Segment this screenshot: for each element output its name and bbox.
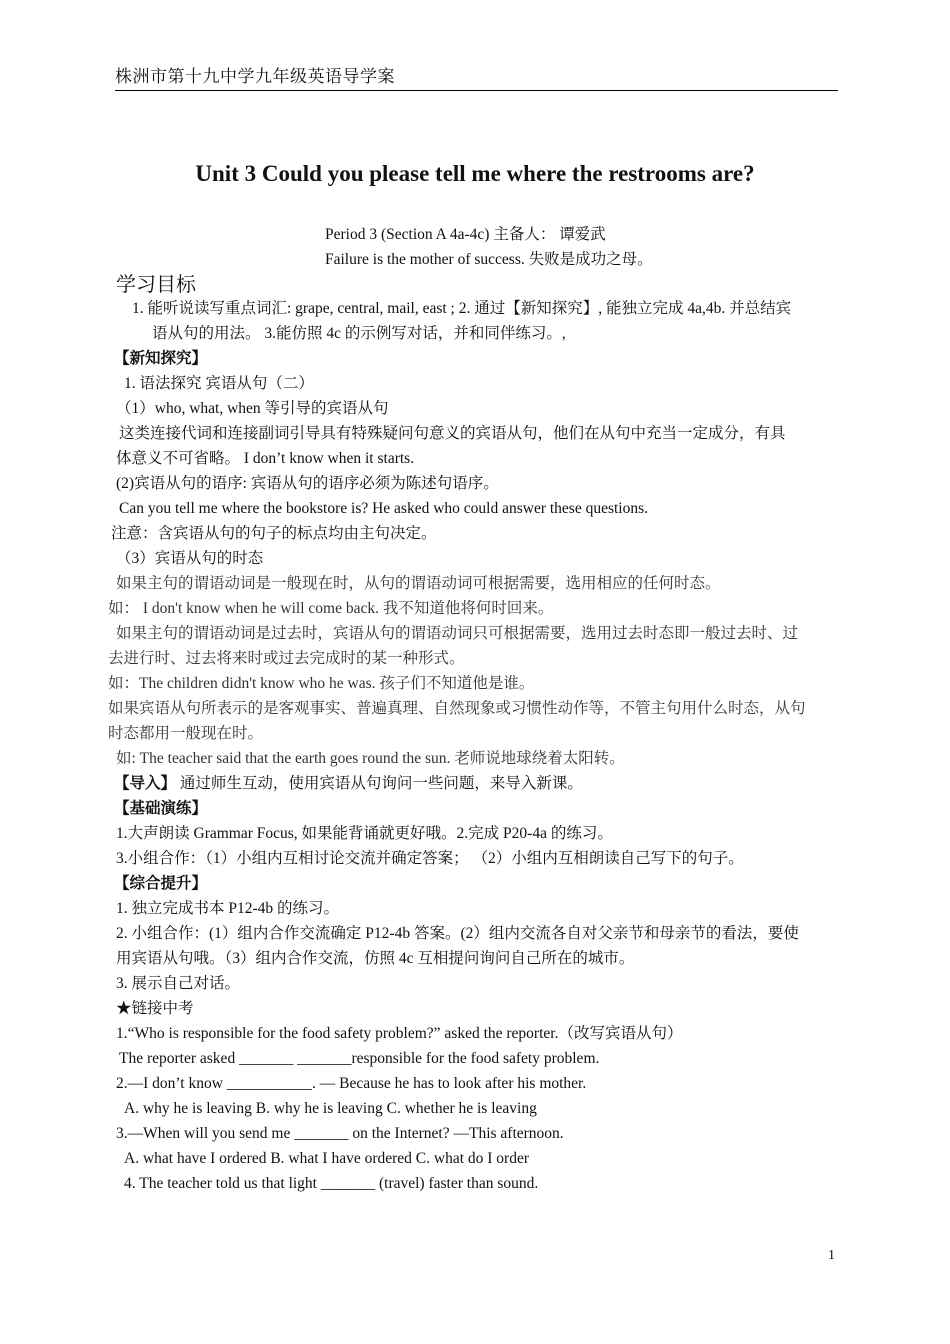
intro-text: 通过师生互动，使用宾语从句询问一些问题，来导入新课。 (176, 775, 583, 792)
intro-label: 【导入】 (114, 775, 177, 792)
period-line: Period 3 (Section A 4a-4c) 主备人： 谭爱武 (325, 226, 606, 243)
point-2-example: Can you tell me where the bookstore is? He asked who could answer these questions. (119, 500, 649, 517)
page-number: 1 (828, 1248, 835, 1263)
point-1-text-2: 体意义不可省略。 I don’t know when it starts. (116, 450, 415, 467)
section-heading-comprehensive: 【综合提升】 (114, 875, 208, 892)
question-3: 3.—When will you send me _______ on the Internet? —This afternoon. (116, 1125, 564, 1142)
goals-heading: 学习目标 (116, 272, 196, 296)
page-title: Unit 3 Could you please tell me where the restrooms are? (195, 161, 755, 186)
intro-paragraph (108, 771, 840, 796)
period-info (325, 222, 653, 272)
document-header: 株洲市第十九中学九年级英语导学案 (115, 64, 838, 91)
motto: Failure is the mother of success. 失败是成功之母。 (325, 251, 653, 268)
tense-rule-2-line-2: 去进行时、过去将来时或过去完成时的某一种形式。 (108, 650, 465, 667)
comp-item-2-line-1: 2. 小组合作：(1）组内合作交流确定 P12-4b 答案。(2）组内交流各自对父亲节和母亲节的看法，要使 (116, 925, 799, 942)
point-2: (2)宾语从句的语序: 宾语从句的语序必须为陈述句语序。 (116, 475, 499, 492)
tense-rule-3-example: 如: The teacher said that the earth goes round the sun. 老师说地球绕着太阳转。 (116, 750, 625, 767)
basic-item-2: 3.小组合作：（1）小组内互相讨论交流并确定答案； （2）小组内互相朗读自己写下的句子。 (116, 850, 744, 867)
section-heading-basic: 【基础演练】 (114, 800, 208, 817)
question-2-options: A. why he is leaving B. why he is leaving C. whether he is leaving (124, 1100, 537, 1117)
question-1-blank: The reporter asked _______ _______responsible for the food safety problem. (119, 1050, 600, 1067)
comp-item-3: 3. 展示自己对话。 (116, 975, 241, 992)
grammar-title: 1. 语法探究 宾语从句（二） (124, 375, 314, 392)
tense-rule-2-example: 如：The children didn't know who he was. 孩子们不知道他是谁。 (108, 675, 535, 692)
goals-line-2: 语从句的用法。 3.能仿照 4c 的示例写对话，并和同伴练习。, (152, 325, 566, 342)
section-heading-new: 【新知探究】 (114, 350, 208, 367)
tense-rule-1: 如果主句的谓语动词是一般现在时，从句的谓语动词可根据需要，选用相应的任何时态。 (116, 575, 721, 592)
exam-link-heading: ★链接中考 (116, 1000, 194, 1017)
point-1-text-1: 这类连接代词和连接副词引导具有特殊疑问句意义的宾语从句，他们在从句中充当一定成分，有具 (119, 425, 786, 442)
goals-line-1: 1. 能听说读写重点词汇: grape, central, mail, east ; 2. 通过【新知探究】, 能独立完成 4a,4b. 并总结宾 (132, 300, 792, 317)
point-1: （1）who, what, when 等引导的宾语从句 (116, 400, 389, 417)
comp-item-2-line-2: 用宾语从句哦。（3）组内合作交流，仿照 4c 互相提问询问自己所在的城市。 (116, 950, 635, 967)
tense-rule-3-line-1: 如果宾语从句所表示的是客观事实、普遍真理、自然现象或习惯性动作等，不管主句用什么时态，从句 (108, 700, 806, 717)
tense-rule-1-example: 如： I don't know when he will come back. 我不知道他将何时回来。 (108, 600, 554, 617)
question-4: 4. The teacher told us that light _______ (travel) faster than sound. (124, 1175, 539, 1192)
comp-item-1: 1. 独立完成书本 P12-4b 的练习。 (116, 900, 340, 917)
note: 注意：含宾语从句的句子的标点均由主句决定。 (111, 525, 437, 542)
basic-item-1: 1.大声朗读 Grammar Focus, 如果能背诵就更好哦。2.完成 P20-4a 的练习。 (116, 825, 613, 842)
tense-rule-3-line-2: 时态都用一般现在时。 (108, 725, 264, 742)
question-3-options: A. what have I ordered B. what I have ordered C. what do I order (124, 1150, 530, 1167)
question-1: 1.“Who is responsible for the food safety problem?” asked the reporter.（改写宾语从句） (116, 1025, 683, 1042)
document-body (108, 296, 840, 1196)
question-2: 2.—I don’t know ___________. — Because he has to look after his mother. (116, 1075, 587, 1092)
tense-rule-2-line-1: 如果主句的谓语动词是过去时，宾语从句的谓语动词只可根据需要，选用过去时态即一般过去时、过 (116, 625, 799, 642)
point-3: （3）宾语从句的时态 (116, 550, 264, 567)
